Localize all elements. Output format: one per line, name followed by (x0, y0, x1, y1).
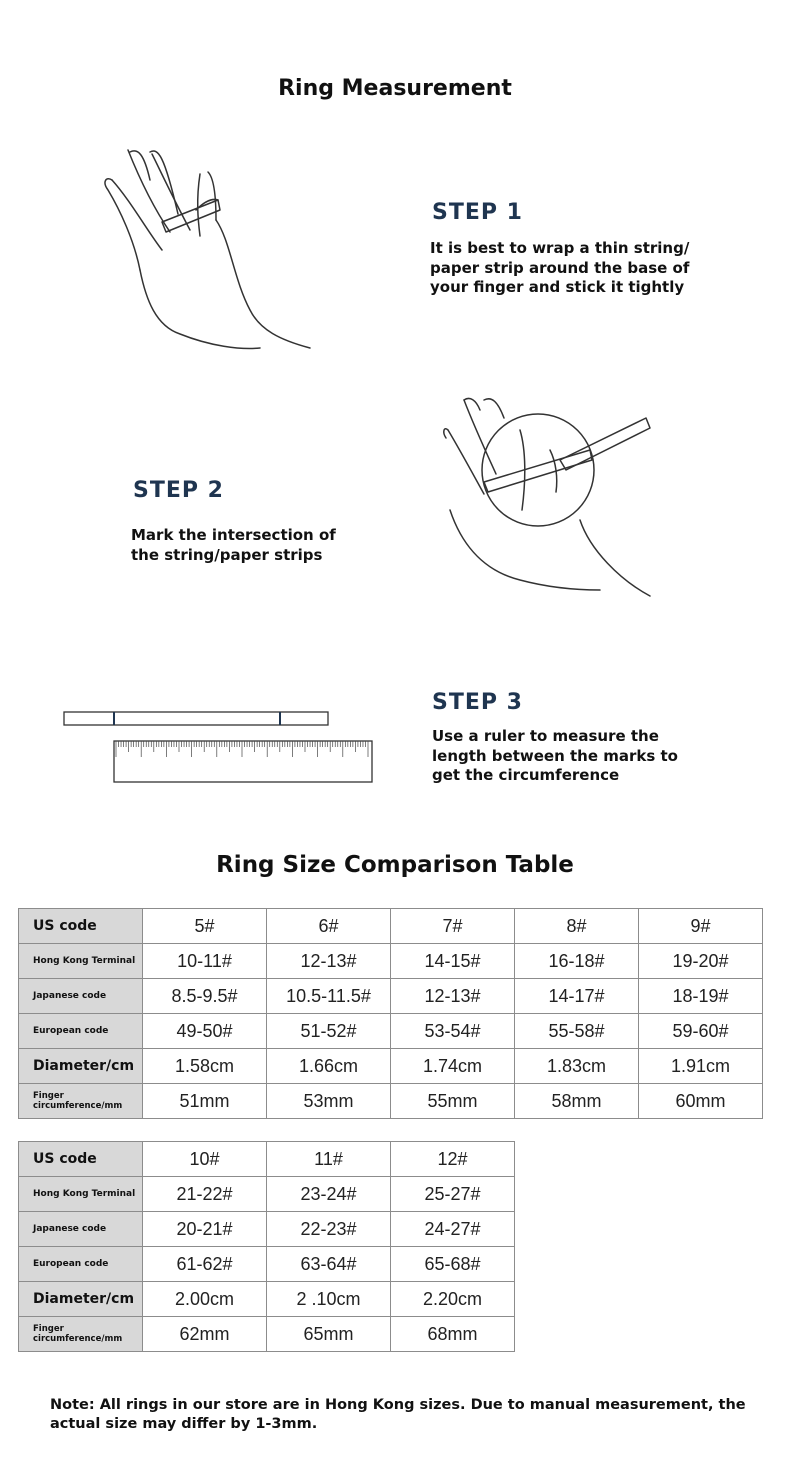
table-cell: 55mm (391, 1084, 515, 1119)
hand-marking-pen-icon (440, 390, 660, 605)
table-cell: 8# (515, 909, 639, 944)
table-cell: 1.91cm (639, 1049, 763, 1084)
step-1-text: It is best to wrap a thin string/ paper strip around the base of your finger and stick it tightly (430, 239, 690, 296)
row-label: Hong Kong Terminal (19, 944, 143, 979)
table-cell: 24-27# (391, 1212, 515, 1247)
row-label: Finger circumference/mm (19, 1084, 143, 1119)
table-row (19, 1014, 763, 1049)
table-cell: 62mm (143, 1317, 267, 1352)
table-row (19, 1084, 763, 1119)
table-cell: 49-50# (143, 1014, 267, 1049)
table-cell: 16-18# (515, 944, 639, 979)
table-cell: 9# (639, 909, 763, 944)
table-cell: 23-24# (267, 1177, 391, 1212)
table-cell: 51-52# (267, 1014, 391, 1049)
table-row (19, 979, 763, 1014)
row-label: US code (19, 1142, 143, 1177)
table-cell: 63-64# (267, 1247, 391, 1282)
ruler-strip-icon (60, 708, 380, 788)
table-cell: 12-13# (391, 979, 515, 1014)
table-row (19, 1049, 763, 1084)
table-cell: 10# (143, 1142, 267, 1177)
table-cell: 2.20cm (391, 1282, 515, 1317)
size-table-1 (18, 908, 763, 1119)
row-label: Diameter/cm (19, 1049, 143, 1084)
table-row (19, 944, 763, 979)
table-cell: 65mm (267, 1317, 391, 1352)
table-cell: 53-54# (391, 1014, 515, 1049)
table-cell: 1.74cm (391, 1049, 515, 1084)
size-table-2 (18, 1141, 515, 1352)
row-label: European code (19, 1247, 143, 1282)
table-cell: 22-23# (267, 1212, 391, 1247)
table-cell: 55-58# (515, 1014, 639, 1049)
table-cell: 19-20# (639, 944, 763, 979)
table-cell: 21-22# (143, 1177, 267, 1212)
table-cell: 2.00cm (143, 1282, 267, 1317)
table-cell: 7# (391, 909, 515, 944)
table-cell: 65-68# (391, 1247, 515, 1282)
row-label: US code (19, 909, 143, 944)
step-2-heading: STEP 2 (133, 478, 224, 503)
step-2-text: Mark the intersection of the string/paper strips (131, 526, 336, 564)
table-cell: 6# (267, 909, 391, 944)
table-cell: 20-21# (143, 1212, 267, 1247)
table-cell: 10-11# (143, 944, 267, 979)
table-cell: 1.83cm (515, 1049, 639, 1084)
step-3-text: Use a ruler to measure the length between the marks to get the circumference (432, 727, 678, 784)
table-row (19, 1282, 515, 1317)
table-cell: 10.5-11.5# (267, 979, 391, 1014)
step-1-heading: STEP 1 (432, 200, 523, 225)
row-label: Finger circumference/mm (19, 1317, 143, 1352)
size-note: Note: All rings in our store are in Hong Kong sizes. Due to manual measurement, the actual size may differ by 1-3mm. (50, 1397, 746, 1432)
row-label: Hong Kong Terminal (19, 1177, 143, 1212)
table-cell: 68mm (391, 1317, 515, 1352)
table-cell: 5# (143, 909, 267, 944)
table-cell: 59-60# (639, 1014, 763, 1049)
table-row (19, 909, 763, 944)
table-cell: 11# (267, 1142, 391, 1177)
table-cell: 12# (391, 1142, 515, 1177)
table-title: Ring Size Comparison Table (216, 852, 574, 878)
table-row (19, 1212, 515, 1247)
table-cell: 18-19# (639, 979, 763, 1014)
table-cell: 1.58cm (143, 1049, 267, 1084)
table-cell: 61-62# (143, 1247, 267, 1282)
hand-wrapping-string-icon (100, 140, 330, 355)
table-cell: 14-15# (391, 944, 515, 979)
table-cell: 8.5-9.5# (143, 979, 267, 1014)
table-cell: 12-13# (267, 944, 391, 979)
step-3-heading: STEP 3 (432, 690, 523, 715)
table-cell: 53mm (267, 1084, 391, 1119)
table-cell: 58mm (515, 1084, 639, 1119)
table-row (19, 1317, 515, 1352)
table-row (19, 1247, 515, 1282)
table-cell: 2 .10cm (267, 1282, 391, 1317)
table-row (19, 1177, 515, 1212)
table-cell: 60mm (639, 1084, 763, 1119)
row-label: Japanese code (19, 1212, 143, 1247)
table-cell: 1.66cm (267, 1049, 391, 1084)
table-row (19, 1142, 515, 1177)
table-cell: 51mm (143, 1084, 267, 1119)
row-label: Diameter/cm (19, 1282, 143, 1317)
row-label: European code (19, 1014, 143, 1049)
row-label: Japanese code (19, 979, 143, 1014)
table-cell: 25-27# (391, 1177, 515, 1212)
table-cell: 14-17# (515, 979, 639, 1014)
page-title: Ring Measurement (278, 76, 512, 101)
